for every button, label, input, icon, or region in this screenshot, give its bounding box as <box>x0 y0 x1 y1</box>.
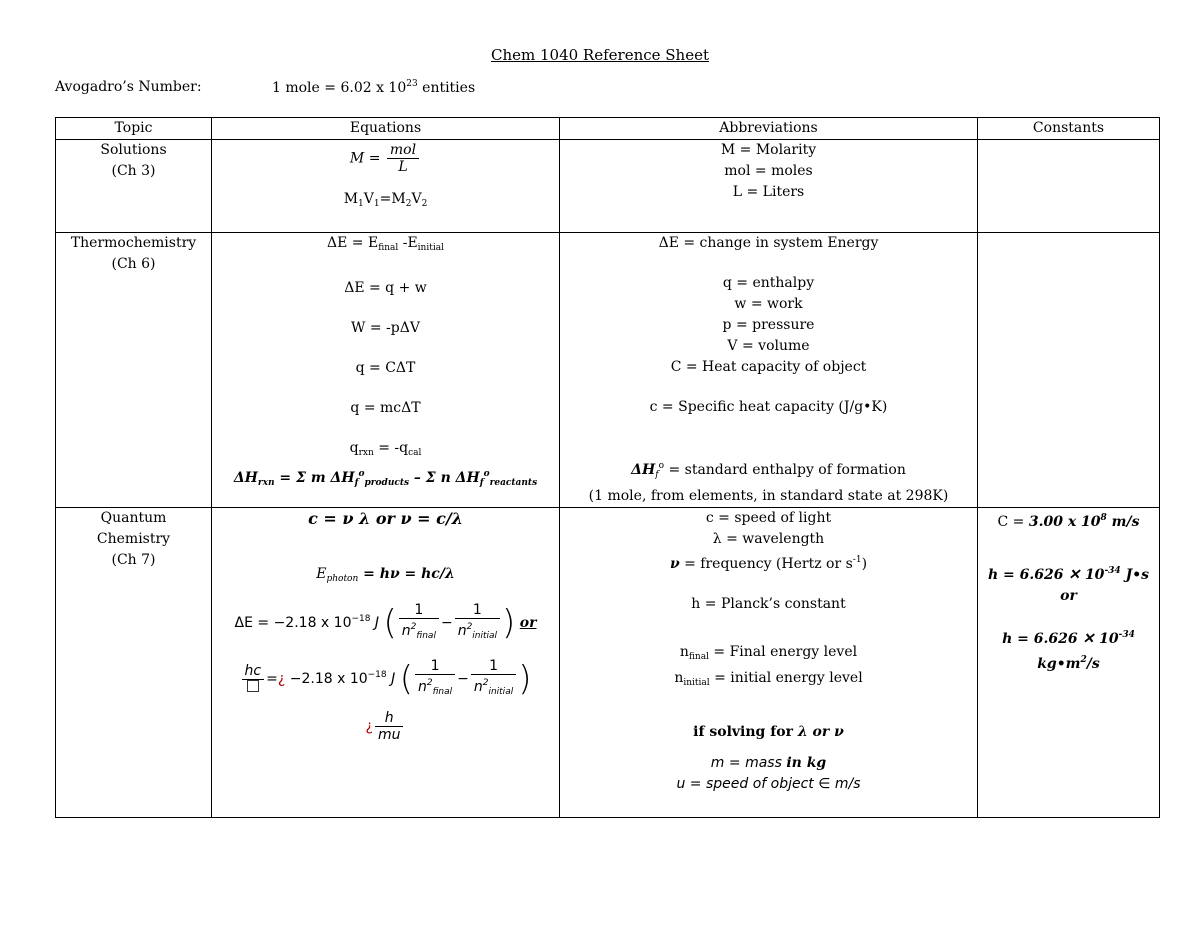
table-row-quantum <box>56 508 1160 818</box>
table-row-thermochemistry <box>56 233 1160 508</box>
constants-quantum: C = 3.00 x $10^8$ m/s h = 6.626 ✕ $10^{-34}$ J•s or h = 6.626 ✕ $10^{-34}$ $kg•m^2/s$ <box>978 508 1160 818</box>
table-header-row <box>56 118 1160 140</box>
equations-solutions <box>212 140 560 233</box>
molarity-equation: M = $\frac{\text{mol}}{L}$ <box>216 142 555 175</box>
dilution-equation: $M_1V_1=M_2V_2$ <box>343 191 428 209</box>
placeholder-box-icon <box>247 680 259 692</box>
constants-solutions <box>978 140 1160 233</box>
equations-quantum: c = ν λ or ν = c/λ $E_{photon} = h\nu = hc/\lambda$ ΔE = −2.18 x $10^{-18}$ J ( $\frac{1}{n^2_{final}}$ − $\frac{1}{n^2_{initial}}$ ) or hc =¿ −2.18 x $10^{-18}$ J ( $\frac{1}{n^2_{final}}$ − $\frac{1}{n^2_{initial}}$ ) ¿ $\frac{h}{mu}$ <box>212 508 560 818</box>
reference-table <box>55 117 1160 818</box>
header-constants: Constants <box>978 118 1160 140</box>
avogadro-value: 1 mole = 6.02 x $10^{23}$ entities <box>272 79 476 96</box>
page-title: Chem 1040 Reference Sheet <box>490 46 710 64</box>
abbrev-thermochemistry: ΔE = change in system Energy q = enthalpy w = work p = pressure V = volume C = Heat capacity of object c = Specific heat capacity (J/g•K) $\Delta H_f^o$ = standard enthalpy of formation (1 mole, from elements, in standard state at 298K) <box>560 233 978 508</box>
topic-quantum: Quantum Chemistry (Ch 7) <box>56 508 212 818</box>
header-abbreviations: Abbreviations <box>560 118 978 140</box>
topic-solutions: Solutions (Ch 3) <box>56 140 212 233</box>
constants-thermochemistry <box>978 233 1160 508</box>
avogadro-label: Avogadro’s Number: <box>55 79 202 95</box>
table-row-solutions <box>56 140 1160 233</box>
equations-thermochemistry: $\Delta E = E_{final}$ $-E_{initial}$ ΔE = q + w W = -pΔV q = CΔT q = mcΔT $q_{rxn} = -q_{cal}$ $\Delta H_{rxn} = \Sigma$ m $\Delta H_f^o_{products}$ – Σ n $\Delta H_f^o_{reactants}$ <box>212 233 560 508</box>
header-equations: Equations <box>212 118 560 140</box>
topic-thermochemistry: Thermochemistry (Ch 6) <box>56 233 212 508</box>
abbrev-solutions: M = Molarity mol = moles L = Liters <box>560 140 978 233</box>
header-topic: Topic <box>56 118 212 140</box>
abbrev-quantum: c = speed of light λ = wavelength ν = frequency (Hertz or $s^{-1}$) h = Planck’s constant $n_{final}$ = Final energy level $n_{initial}$ = initial energy level if solving for λ or ν m = mass in kg u = speed of object ∈ m/s <box>560 508 978 818</box>
